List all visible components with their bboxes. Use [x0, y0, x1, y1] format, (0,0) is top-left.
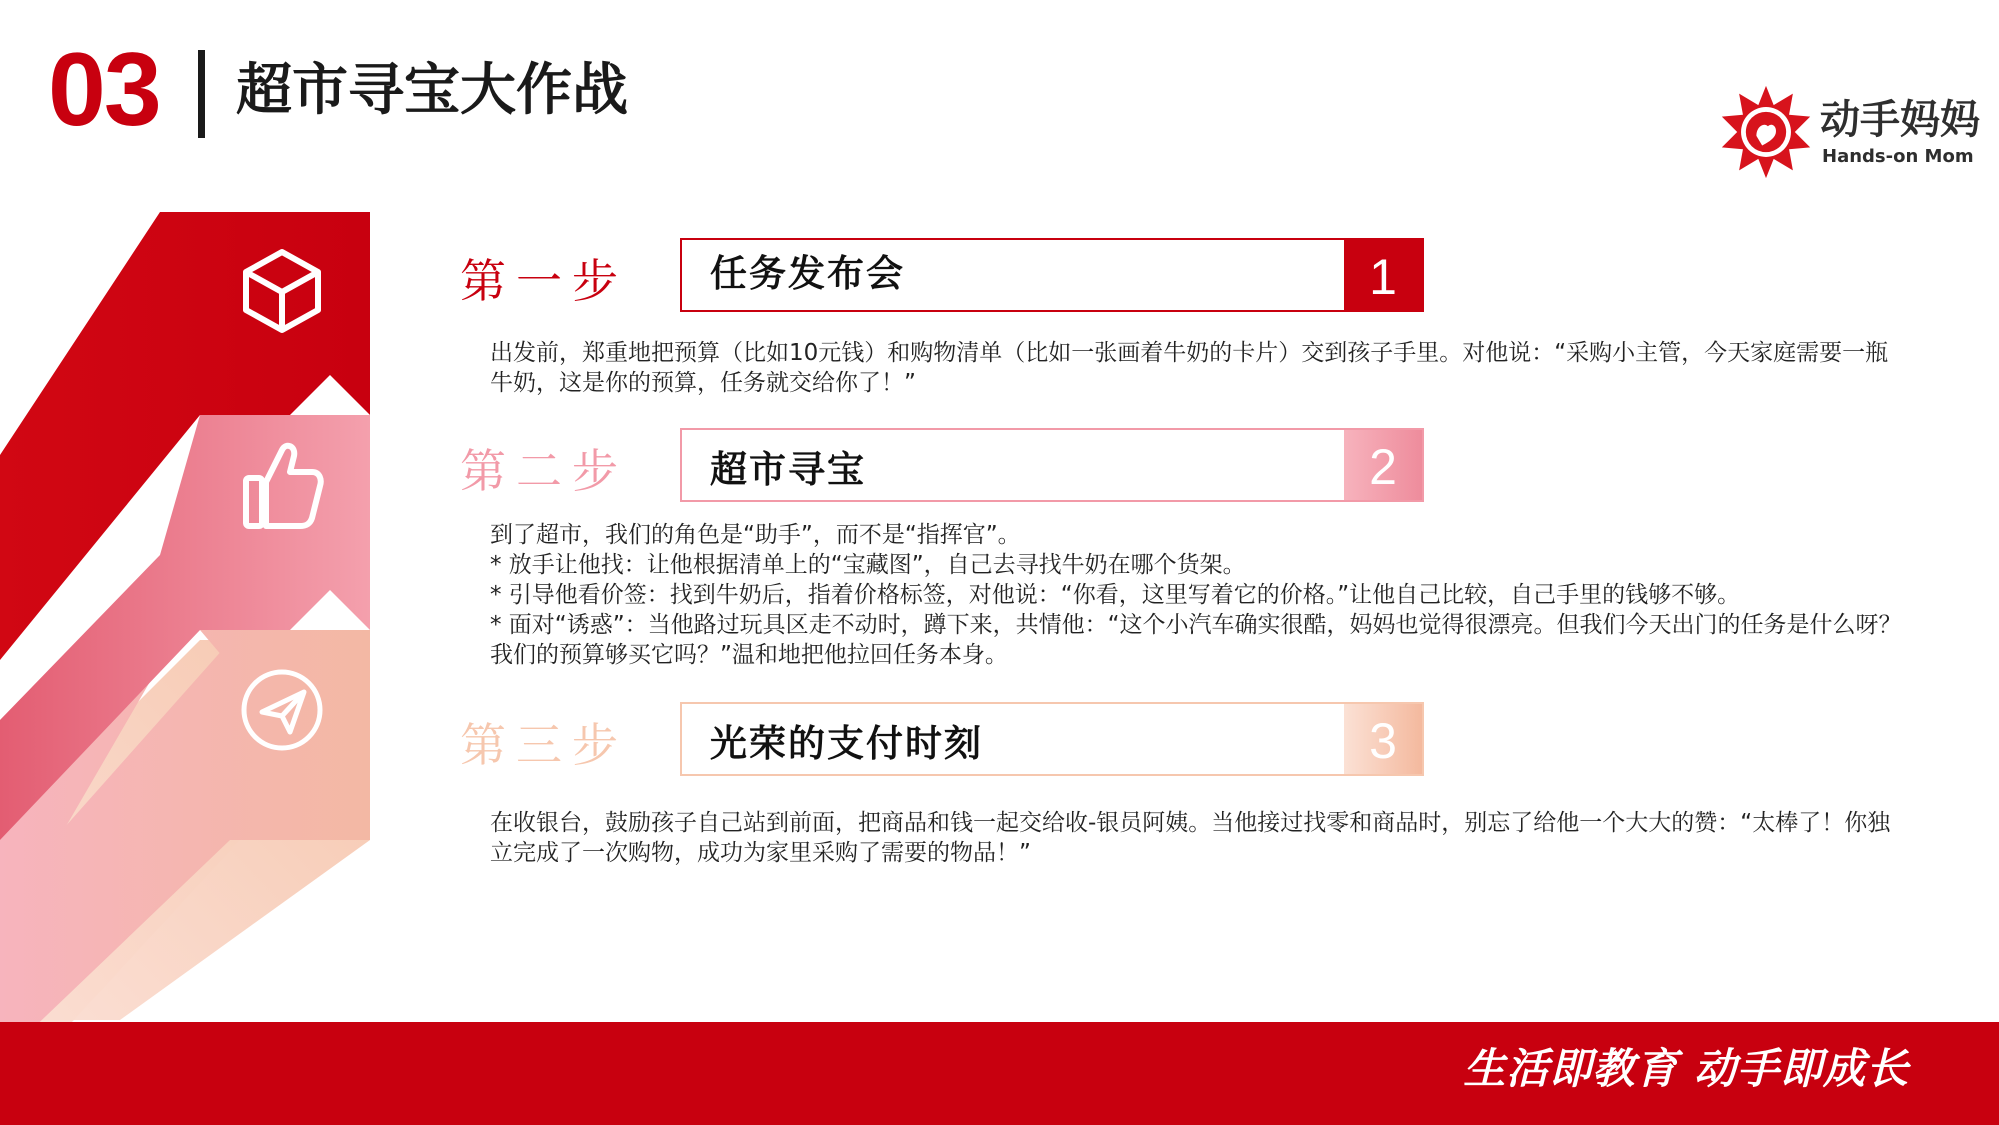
step-1-description: [490, 338, 1910, 398]
step-3-title-box: [680, 702, 1424, 776]
step-1-title-box: [680, 238, 1424, 312]
section-number: 03: [48, 32, 160, 148]
step-2-line: * 放手让他找：让他根据清单上的“宝藏图”，自己去寻找牛奶在哪个货架。: [490, 552, 1246, 578]
step-3-line: 在收银台，鼓励孩子自己站到前面，把商品和钱一起交给收-银员阿姨。当他接过找零和商品时，别忘了给他一个大大的赞：“太棒了！你独立完成了一次购物，成功为家里采购了需要的物品！”: [490, 810, 1891, 866]
decorative-arrows: [0, 200, 380, 1060]
step-1-number: 1: [1344, 240, 1422, 310]
logo-name-cn: 动手妈妈: [1820, 97, 1980, 143]
step-2-label: 第二步: [460, 444, 628, 498]
footer-slogan: 生活即教育 动手即成长: [1463, 1044, 1909, 1093]
step-1-label: 第一步: [460, 254, 628, 308]
step-2-number: 2: [1344, 430, 1422, 500]
step-2-description: [490, 520, 1910, 670]
step-3-number: 3: [1344, 704, 1422, 774]
step-2-title-box: [680, 428, 1424, 502]
logo-name-en: Hands-on Mom: [1822, 146, 1974, 167]
step-1-title: 任务发布会: [710, 252, 905, 295]
step-2-line: * 引导他看价签：找到牛奶后，指着价格标签，对他说：“你看，这里写着它的价格。”让他自己比较，自己手里的钱够不够。: [490, 582, 1741, 608]
step-3-label: 第三步: [460, 718, 628, 772]
title-divider: [198, 50, 205, 138]
hands-on-mom-logo-icon: [1718, 84, 1814, 180]
step-2-title: 超市寻宝: [710, 448, 866, 491]
step-3-title: 光荣的支付时刻: [710, 722, 983, 765]
step-2-line: 到了超市，我们的角色是“助手”，而不是“指挥官”。: [490, 522, 1021, 548]
step-2-line: * 面对“诱惑”：当他路过玩具区走不动时，蹲下来，共情他：“这个小汽车确实很酷，妈妈也觉得很漂亮。但我们今天出门的任务是什么呀？我们的预算够买它吗？”温和地把他拉回任务本身。: [490, 612, 1902, 668]
step-1-line: 出发前，郑重地把预算（比如10元钱）和购物清单（比如一张画着牛奶的卡片）交到孩子手里。对他说：“采购小主管，今天家庭需要一瓶牛奶，这是你的预算，任务就交给你了！”: [490, 340, 1889, 396]
page-title: 超市寻宝大作战: [236, 57, 628, 123]
step-3-description: [490, 808, 1910, 868]
